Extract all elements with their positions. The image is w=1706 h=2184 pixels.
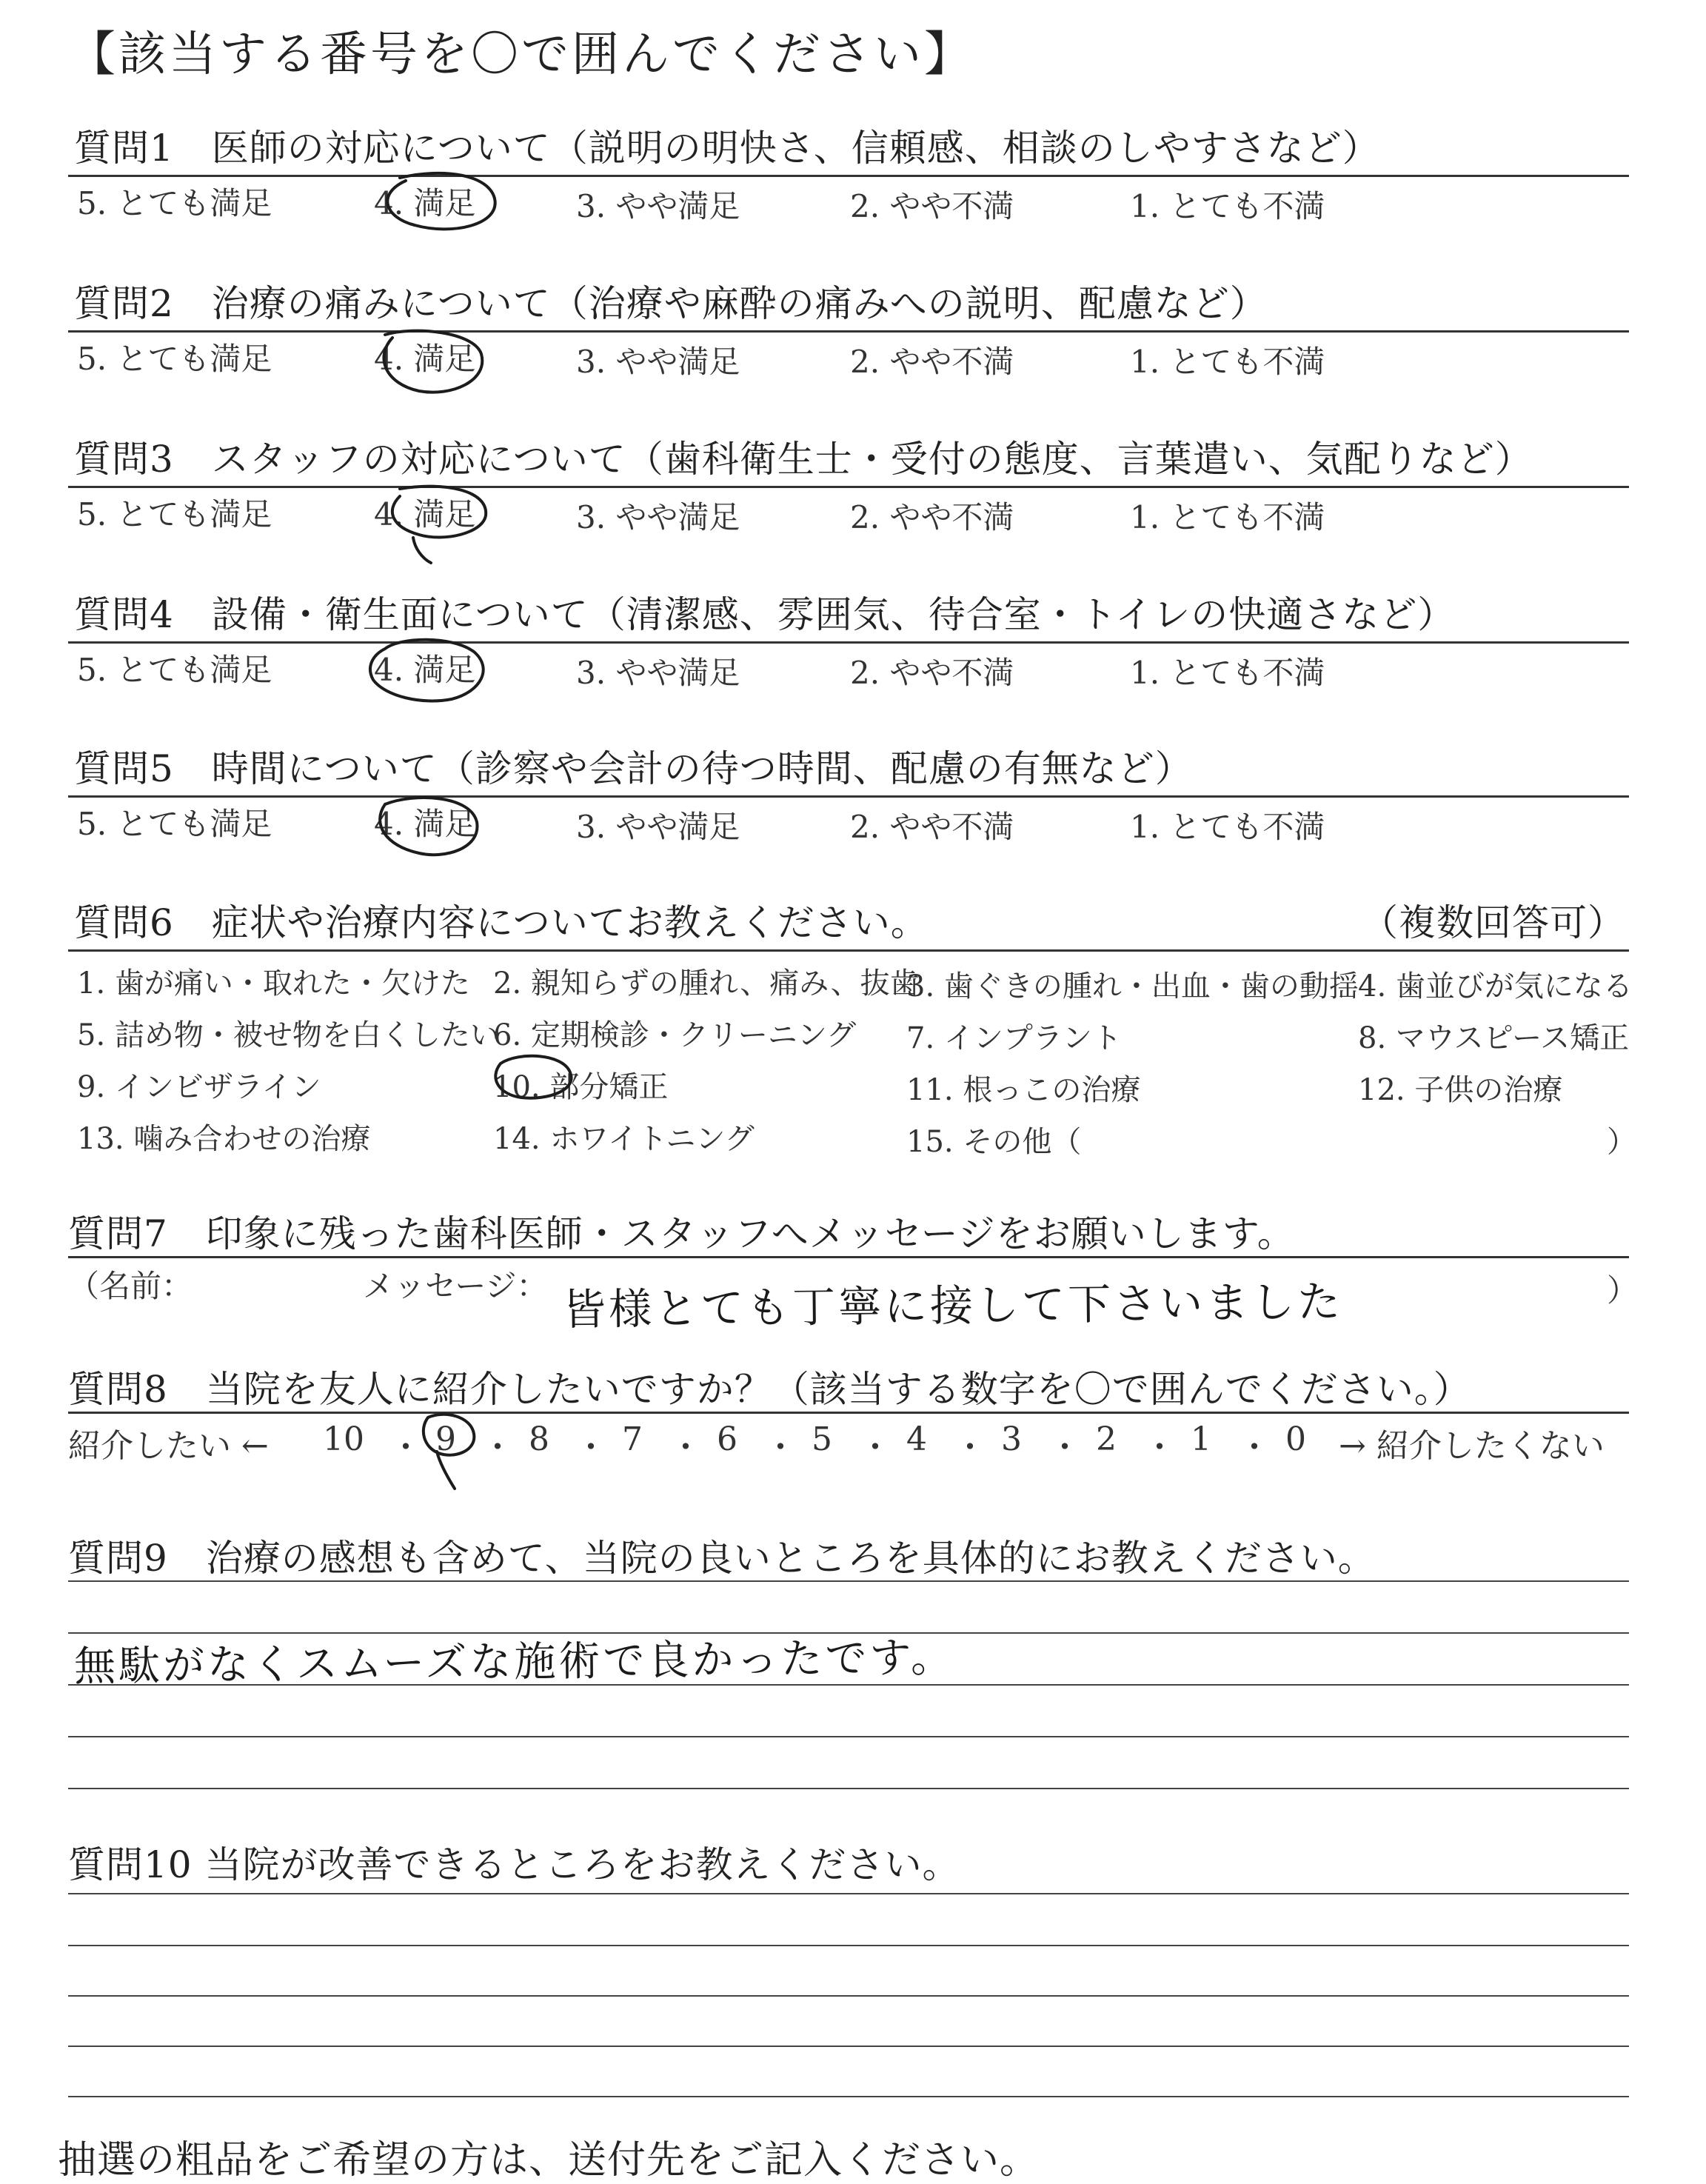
option-very-satisfied[interactable]: 5. とても満足 (77, 806, 272, 842)
divider (68, 949, 1629, 952)
checklist-item[interactable]: 11. 根っこの治療 (906, 1073, 1141, 1107)
checklist-item[interactable]: 1. 歯が痛い・取れた・欠けた (77, 966, 470, 1001)
message-close-paren: ） (1607, 1272, 1639, 1309)
option-very-satisfied[interactable]: 5. とても満足 (77, 652, 272, 688)
option-satisfied[interactable]: 4. 満足 (374, 185, 476, 221)
scale-0[interactable]: 0 (1285, 1420, 1306, 1458)
option-satisfied[interactable]: 4. 満足 (374, 652, 476, 688)
other-close-paren: ） (1607, 1125, 1636, 1159)
answer-line (68, 1995, 1629, 1997)
divider (68, 175, 1629, 177)
answer-line (68, 1945, 1629, 1946)
question-title: 質問5 時間について（診察や会計の待つ時間、配慮の有無など） (74, 747, 1193, 790)
scale-3[interactable]: 3 (1001, 1420, 1022, 1458)
question-title: 質問4 設備・衛生面について（清潔感、雰囲気、待合室・トイレの快適さなど） (74, 593, 1456, 636)
option-somewhat-dissatisfied[interactable]: 2. やや不満 (850, 499, 1014, 535)
question-title: 質問1 医師の対応について（説明の明快さ、信頼感、相談のしやすさなど） (74, 127, 1380, 170)
scale-separator: ・ (1048, 1429, 1081, 1466)
answer-line (68, 1580, 1629, 1582)
question-title: 質問6 症状や治療内容についてお教えください。 (74, 901, 929, 944)
option-satisfied[interactable]: 4. 満足 (374, 496, 476, 532)
scale-6[interactable]: 6 (717, 1420, 737, 1458)
answer-line (68, 2096, 1629, 2097)
option-satisfied[interactable]: 4. 満足 (374, 806, 476, 842)
scale-9[interactable]: 9 (435, 1420, 456, 1458)
name-label: （名前： (68, 1268, 193, 1304)
checklist-item[interactable]: 13. 噛み合わせの治療 (77, 1122, 371, 1156)
footer-note: 抽選の粗品をご希望の方は、送付先をご記入ください。 (58, 2138, 1040, 2183)
checklist-item[interactable]: 3. 歯ぐきの腫れ・出血・歯の動揺 (906, 969, 1359, 1003)
option-somewhat-dissatisfied[interactable]: 2. やや不満 (850, 655, 1014, 691)
option-somewhat-satisfied[interactable]: 3. やや満足 (576, 499, 740, 535)
divider (68, 1256, 1629, 1258)
scale-separator: ・ (954, 1429, 986, 1466)
question-title: 質問7 印象に残った歯科医師・スタッフへメッセージをお願いします。 (68, 1212, 1295, 1255)
scale-separator: ・ (575, 1429, 607, 1466)
scale-separator: ・ (859, 1429, 892, 1466)
option-very-dissatisfied[interactable]: 1. とても不満 (1130, 655, 1325, 691)
checklist-item[interactable]: 5. 詰め物・被せ物を白くしたい (77, 1018, 500, 1052)
option-very-dissatisfied[interactable]: 1. とても不満 (1130, 499, 1325, 535)
recommend-left-label: 紹介したい ← (68, 1427, 269, 1465)
option-very-dissatisfied[interactable]: 1. とても不満 (1130, 809, 1325, 845)
divider (68, 486, 1629, 488)
checklist-item[interactable]: 7. インプラント (906, 1021, 1122, 1055)
scale-separator: ・ (764, 1429, 797, 1466)
option-very-satisfied[interactable]: 5. とても満足 (77, 185, 272, 221)
answer-line (68, 1893, 1629, 1894)
scale-7[interactable]: 7 (622, 1420, 643, 1458)
checklist-item[interactable]: 14. ホワイトニング (493, 1122, 755, 1156)
checklist-item[interactable]: 12. 子供の治療 (1358, 1073, 1563, 1107)
scale-8[interactable]: 8 (529, 1420, 549, 1458)
scale-separator: ・ (669, 1429, 702, 1466)
multiple-answers-note: （複数回答可） (1361, 901, 1625, 944)
scale-2[interactable]: 2 (1096, 1420, 1117, 1458)
scale-10[interactable]: 10 (323, 1420, 364, 1458)
option-very-satisfied[interactable]: 5. とても満足 (77, 496, 272, 532)
answer-line (68, 1684, 1629, 1686)
scale-separator: ・ (1143, 1429, 1176, 1466)
scale-5[interactable]: 5 (812, 1420, 832, 1458)
option-somewhat-satisfied[interactable]: 3. やや満足 (576, 655, 740, 691)
checklist-item[interactable]: 6. 定期検診・クリーニング (493, 1018, 857, 1052)
form-heading: 【該当する番号を〇で囲んでください】 (68, 27, 974, 82)
option-somewhat-dissatisfied[interactable]: 2. やや不満 (850, 344, 1014, 380)
option-somewhat-dissatisfied[interactable]: 2. やや不満 (850, 809, 1014, 845)
question-title: 質問2 治療の痛みについて（治療や麻酔の痛みへの説明、配慮など） (74, 282, 1268, 325)
option-satisfied[interactable]: 4. 満足 (374, 341, 476, 377)
option-somewhat-dissatisfied[interactable]: 2. やや不満 (850, 188, 1014, 224)
message-handwritten[interactable]: 皆様とても丁寧に接して下さいました (562, 1276, 1344, 1335)
question-title: 質問9 治療の感想も含めて、当院の良いところを具体的にお教えください。 (68, 1537, 1376, 1580)
answer-line (68, 2046, 1629, 2047)
option-very-dissatisfied[interactable]: 1. とても不満 (1130, 188, 1325, 224)
divider (68, 1412, 1629, 1414)
checklist-item[interactable]: 9. インビザライン (77, 1070, 321, 1104)
scale-separator: ・ (1238, 1429, 1271, 1466)
divider (68, 795, 1629, 798)
scale-1[interactable]: 1 (1191, 1420, 1211, 1458)
divider (68, 641, 1629, 644)
question-title: 質問10 当院が改善できるところをお教えください。 (68, 1843, 960, 1886)
message-label: メッセージ： (363, 1268, 548, 1304)
scale-4[interactable]: 4 (906, 1420, 927, 1458)
checklist-item[interactable]: 4. 歯並びが気になる (1358, 969, 1633, 1003)
option-very-dissatisfied[interactable]: 1. とても不満 (1130, 344, 1325, 380)
answer-handwritten[interactable]: 無駄がなくスムーズな施術で良かったです。 (73, 1633, 956, 1692)
option-somewhat-satisfied[interactable]: 3. やや満足 (576, 344, 740, 380)
answer-line (68, 1788, 1629, 1789)
checklist-item[interactable]: 2. 親知らずの腫れ、痛み、抜歯 (493, 966, 920, 1001)
question-title: 質問8 当院を友人に紹介したいですか？（該当する数字を〇で囲んでください。） (68, 1368, 1471, 1411)
question-title: 質問3 スタッフの対応について（歯科衛生士・受付の態度、言葉遣い、気配りなど） (74, 438, 1533, 481)
scale-separator: ・ (481, 1429, 514, 1466)
option-somewhat-satisfied[interactable]: 3. やや満足 (576, 188, 740, 224)
checklist-item-other[interactable]: 15. その他（ (906, 1125, 1082, 1159)
option-somewhat-satisfied[interactable]: 3. やや満足 (576, 809, 740, 845)
divider (68, 330, 1629, 333)
answer-line (68, 1736, 1629, 1737)
checklist-item[interactable]: 10. 部分矯正 (493, 1070, 669, 1104)
checklist-item[interactable]: 8. マウスピース矯正 (1358, 1021, 1630, 1055)
recommend-right-label: → 紹介したくない (1339, 1427, 1605, 1465)
scale-separator: ・ (389, 1429, 422, 1466)
option-very-satisfied[interactable]: 5. とても満足 (77, 341, 272, 377)
